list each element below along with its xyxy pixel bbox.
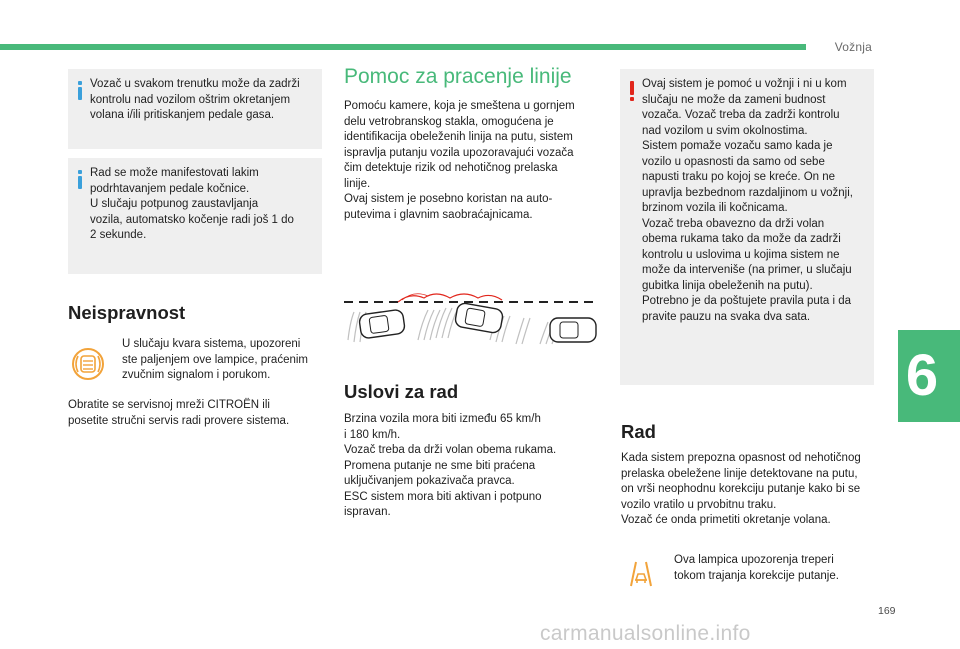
info-icon bbox=[78, 170, 82, 189]
conditions-text: Brzina vozila mora biti između 65 km/h i 180 km/h. Vozač treba da drži volan obema rukama. Promena putanje ne sme biti praćena uključivanjem pokazivača pravca. ESC sistem mora biti aktivan i potpuno ispravan. bbox=[344, 413, 557, 518]
warning-icon bbox=[630, 81, 636, 101]
heading-rad: Rad bbox=[621, 421, 656, 442]
heading-uslovi-za-rad: Uslovi za rad bbox=[344, 381, 459, 402]
chapter-number: 6 bbox=[905, 343, 939, 408]
warning-note bbox=[620, 69, 874, 385]
watermark: carmanualsonline.info bbox=[540, 622, 751, 645]
heading-neispravnost: Neispravnost bbox=[68, 302, 186, 323]
operation-text: Kada sistem prepozna opasnost od nehotičnog prelaska obeležene linije detektovane na putu, on vrši neophodnu korekciju putanje kako bi se vozilo vratilo u prvobitnu traku. Vozač će onda primetiti okretanje volana. bbox=[621, 452, 861, 526]
warning-text: Ovaj sistem je pomoć u vožnji i ni u kom slučaju ne može da zameni budnost vozača. Vozač treba da zadrži kontrolu nad vozilom u svim okolnostima. Sistem pomaže vozaču samo kada je vozilo u opasnosti da samo od sebe napusti traku po kojoj se kreće. On ne upravlja bezbednom razdaljinom u vožnji, brzinom vozila ili kočnicama. Vozač treba obavezno da drži volan obema rukama tako da može da zadrži kontrolu u uslovima u kojima sistem ne može da interveniše (na primer, u slučaju gubitka linija obeleženih na putu). Potrebno je da poštujete pravila puta i da pravite pauzu na svaka dva sata. bbox=[642, 78, 853, 323]
info-note-braking bbox=[68, 158, 322, 274]
fault-lamp-icon bbox=[70, 346, 106, 382]
page-number: 169 bbox=[878, 605, 896, 617]
intro-text: Pomoću kamere, koja je smeštena u gornjem delu vetrobranskog stakla, omogućena je identifikacija obeleženih linija na putu, sistem ispravlja putanju vozila upozoravajući vozača čim detektuje rizik od nehotičnog prelaska linije. Ovaj sistem je posebno koristan na auto- putevima i glavnim saobraćajnicama. bbox=[344, 100, 575, 221]
lamp-text: Ova lampica upozorenja treperi tokom trajanja korekcije putanje. bbox=[674, 554, 839, 582]
header-accent-bar bbox=[0, 44, 806, 50]
fault-text: U slučaju kvara sistema, upozoreni ste paljenjem ove lampice, praćenim zvučnim signalom i porukom. bbox=[122, 338, 309, 381]
info-icon bbox=[78, 81, 82, 100]
note-text: Rad se može manifestovati lakim podrhtavanjem pedale kočnice. U slučaju potpunog zaustavljanja vozila, automatsko kočenje radi još 1 do 2 sekunde. bbox=[90, 167, 294, 241]
lane-keeping-illustration bbox=[340, 282, 602, 352]
section-name: Vožnja bbox=[834, 40, 872, 54]
note-text: Vozač u svakom trenutku može da zadrži kontrolu nad vozilom oštrim okretanjem volana i/ili pritiskanjem pedale gasa. bbox=[90, 78, 300, 121]
service-text: Obratite se servisnoj mreži CITROËN ili posetite stručni servis radi provere sistema. bbox=[68, 399, 290, 427]
lane-assist-lamp-icon bbox=[622, 558, 660, 588]
info-note-override bbox=[68, 69, 322, 149]
page-title: Pomoc za pracenje linije bbox=[344, 65, 572, 88]
